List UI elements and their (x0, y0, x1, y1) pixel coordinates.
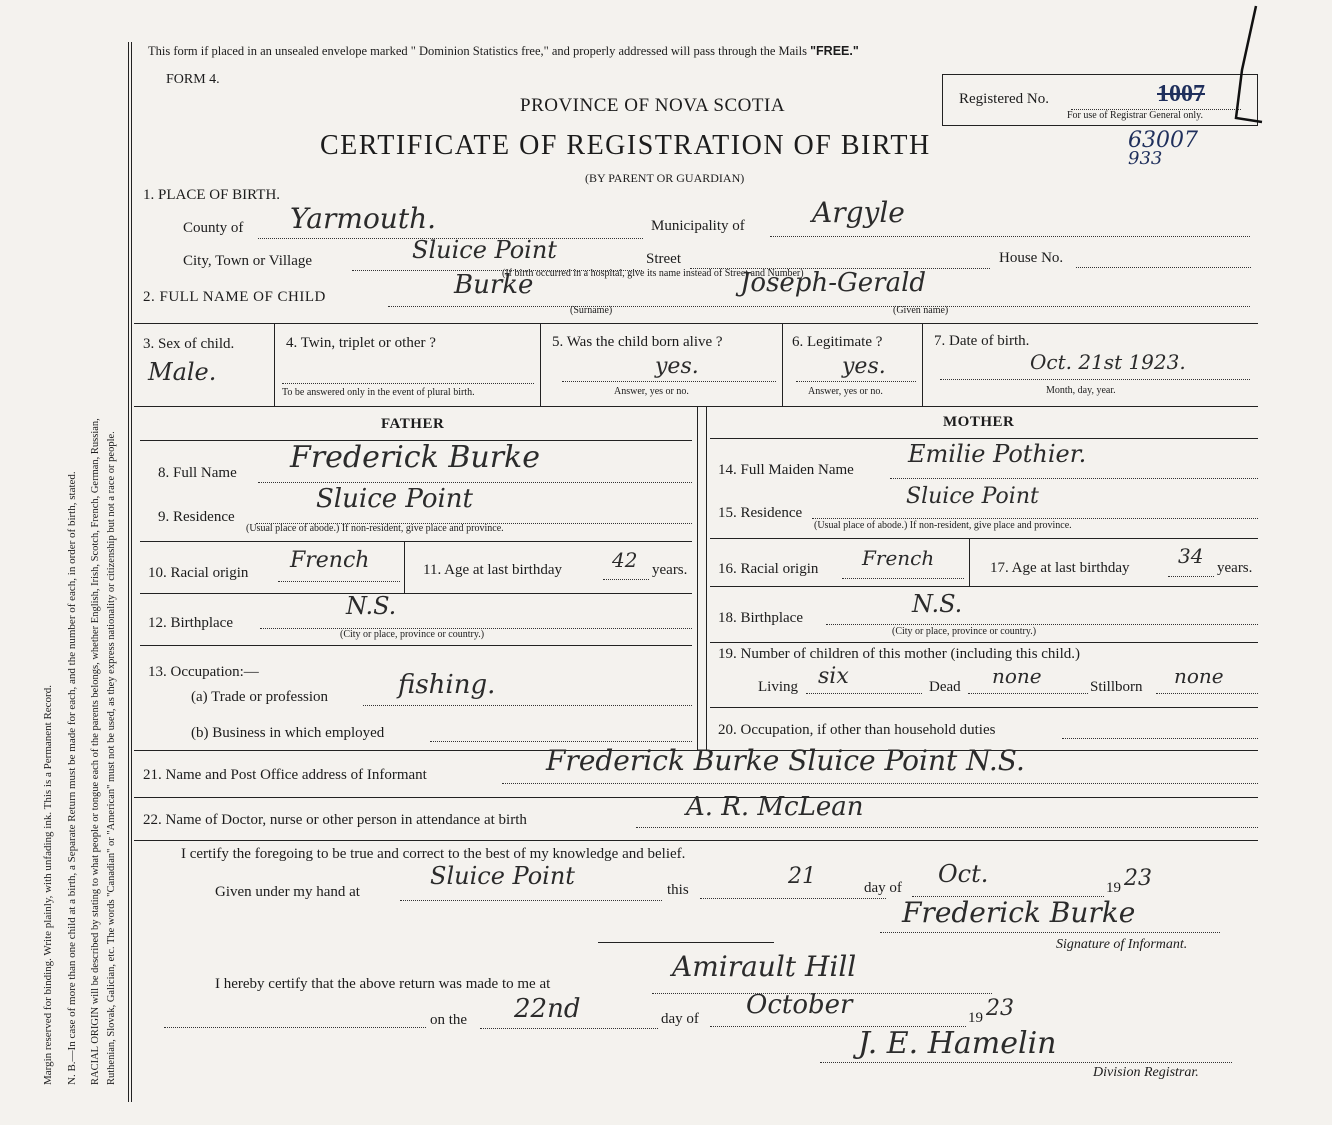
alive-caption: Answer, yes or no. (614, 386, 689, 397)
mother-race-value: French (862, 546, 935, 570)
mother-age-unit: years. (1217, 560, 1253, 576)
mother-children-label: 19. Number of children of this mother (including this child.) (718, 646, 1081, 662)
mother-name-value: Emilie Pothier. (908, 440, 1087, 468)
mother-heading: MOTHER (943, 414, 1015, 430)
page-title: CERTIFICATE OF REGISTRATION OF BIRTH (320, 130, 931, 161)
dob-caption: Month, day, year. (1046, 385, 1116, 396)
legitimate-value: yes. (842, 354, 886, 379)
father-birthplace-note: (City or place, province or country.) (340, 629, 485, 640)
registrar-place: Amirault Hill (672, 950, 857, 983)
informant-signature: Frederick Burke (902, 896, 1136, 929)
municipality-value: Argyle (812, 196, 905, 229)
father-name-label: 8. Full Name (158, 465, 237, 481)
municipality-label: Municipality of (651, 218, 745, 234)
on-the-label: on the (430, 1012, 468, 1028)
alive-value: yes. (655, 354, 699, 379)
mother-residence-label: 15. Residence (718, 505, 803, 521)
dead-label: Dead (929, 679, 961, 695)
father-business-label: (b) Business in which employed (191, 725, 385, 741)
father-age-value: 42 (612, 548, 638, 572)
father-occupation-label: 13. Occupation:— (148, 664, 259, 680)
stillborn-value: none (1174, 664, 1224, 688)
father-race-label: 10. Racial origin (148, 565, 249, 581)
sex-label: 3. Sex of child. (143, 336, 235, 352)
informant-value: Frederick Burke Sluice Point N.S. (546, 744, 1025, 777)
registrar-year: 23 (986, 996, 1014, 1021)
city-label: City, Town or Village (183, 253, 313, 269)
dead-value: none (992, 664, 1042, 688)
day-of-label-2: day of (661, 1011, 699, 1027)
margin-note-3: RACIAL ORIGIN will be described by stating to what people or tongue each of the parents belongs, whether English, Irish, Scotch, French, German, Russian, (90, 418, 101, 1085)
margin-note-4: Ruthenian, Slovak, Galician, etc. The words "Canadian" or "American" must not be used, as they express nationality or citizenship but not a race or people. (106, 431, 117, 1085)
given-year: 23 (1124, 866, 1152, 891)
province-title: PROVINCE OF NOVA SCOTIA (520, 95, 786, 116)
county-label: County of (183, 220, 244, 236)
stillborn-label: Stillborn (1090, 679, 1143, 695)
registrar-statement: I hereby certify that the above return was made to me at (215, 976, 551, 992)
informant-label: 21. Name and Post Office address of Informant (143, 767, 427, 783)
doctor-value: A. R. McLean (686, 792, 864, 822)
day-of-label: day of (864, 880, 902, 896)
mother-birthplace-note: (City or place, province or country.) (892, 626, 1037, 637)
doctor-label: 22. Name of Doctor, nurse or other person in attendance at birth (143, 812, 527, 828)
year-prefix: 19 (1106, 880, 1121, 896)
father-age-unit: years. (652, 562, 688, 578)
mother-birthplace-label: 18. Birthplace (718, 610, 803, 626)
mother-occupation-label: 20. Occupation, if other than household duties (718, 722, 996, 738)
registrar-day: 22nd (514, 994, 581, 1024)
margin-border (128, 42, 129, 1102)
mother-name-label: 14. Full Maiden Name (718, 462, 854, 478)
given-place: Sluice Point (430, 862, 575, 890)
surname-caption: (Surname) (570, 305, 613, 316)
twin-label: 4. Twin, triplet or other ? (286, 335, 436, 351)
father-birthplace-label: 12. Birthplace (148, 615, 233, 631)
signature-caption: Signature of Informant. (1056, 937, 1188, 952)
registered-box (942, 74, 1258, 126)
mother-residence-note: (Usual place of abode.) If non-resident, give place and province. (814, 520, 1072, 531)
mother-age-label: 17. Age at last birthday (990, 560, 1130, 576)
margin-note-2: N. B.—In case of more than one child at a birth, a Separate Return must be made for each, and the number of each, in order of birth, stated. (66, 471, 78, 1085)
father-residence-value: Sluice Point (316, 484, 474, 514)
mother-age-value: 34 (1178, 544, 1204, 568)
pen-stroke-mark (1220, 0, 1270, 130)
legitimate-caption: Answer, yes or no. (808, 386, 883, 397)
form-number: FORM 4. (166, 72, 220, 87)
registrar-signature: J. E. Hamelin (858, 1026, 1057, 1061)
father-race-value: French (290, 548, 370, 573)
living-value: six (818, 664, 849, 689)
street-label: Street (646, 251, 681, 267)
given-day: 21 (788, 864, 816, 889)
given-caption: (Given name) (893, 305, 949, 316)
legitimate-label: 6. Legitimate ? (792, 334, 883, 350)
extra-number-1: 63007 (1128, 128, 1198, 153)
child-given-name: Joseph-Gerald (740, 268, 927, 298)
county-value: Yarmouth. (290, 202, 437, 235)
twin-note: To be answered only in the event of plural birth. (282, 387, 475, 398)
alive-label: 5. Was the child born alive ? (552, 334, 723, 350)
house-label: House No. (999, 250, 1064, 266)
certify-statement: I certify the foregoing to be true and correct to the best of my knowledge and belief. (181, 846, 686, 862)
registrar-note: For use of Registrar General only. (1067, 110, 1203, 121)
dob-label: 7. Date of birth. (934, 333, 1030, 349)
father-residence-label: 9. Residence (158, 509, 235, 525)
registered-label: Registered No. (959, 91, 1049, 107)
dob-value: Oct. 21st 1923. (1030, 350, 1186, 374)
extra-number-2: 933 (1128, 148, 1163, 169)
place-of-birth-heading: 1. PLACE OF BIRTH. (143, 187, 281, 203)
mother-residence-value: Sluice Point (906, 484, 1039, 509)
father-trade-value: fishing. (398, 670, 496, 700)
mother-race-label: 16. Racial origin (718, 561, 819, 577)
father-name-value: Frederick Burke (290, 440, 540, 475)
this-label: this (667, 882, 689, 898)
living-label: Living (758, 679, 798, 695)
mail-notice: This form if placed in an unsealed envelope marked " Dominion Statistics free," and properly addressed will pass through the Mails "FREE." (148, 44, 859, 58)
father-residence-note: (Usual place of abode.) If non-resident, give place and province. (246, 523, 504, 534)
child-name-label: 2. FULL NAME OF CHILD (143, 289, 326, 305)
father-trade-label: (a) Trade or profession (191, 689, 329, 705)
father-heading: FATHER (381, 416, 445, 432)
father-birthplace-value: N.S. (346, 592, 397, 620)
registered-number: 1007 (1157, 81, 1205, 107)
margin-note-1: Margin reserved for binding. Write plainly, with unfading ink. This is a Permanent Record. (42, 685, 54, 1085)
mother-birthplace-value: N.S. (912, 590, 963, 618)
child-surname: Burke (454, 270, 534, 300)
registrar-year-prefix: 19 (968, 1010, 983, 1026)
city-value: Sluice Point (412, 236, 557, 264)
registrar-caption: Division Registrar. (1093, 1065, 1199, 1080)
given-month: Oct. (938, 860, 989, 888)
registrar-month: October (746, 990, 853, 1020)
given-under-label: Given under my hand at (215, 884, 360, 900)
father-age-label: 11. Age at last birthday (423, 562, 562, 578)
hospital-note: (If birth occurred in a hospital, give its name instead of Street and Number) (502, 268, 804, 279)
page-subtitle: (BY PARENT OR GUARDIAN) (585, 171, 745, 185)
sex-value: Male. (148, 358, 217, 386)
